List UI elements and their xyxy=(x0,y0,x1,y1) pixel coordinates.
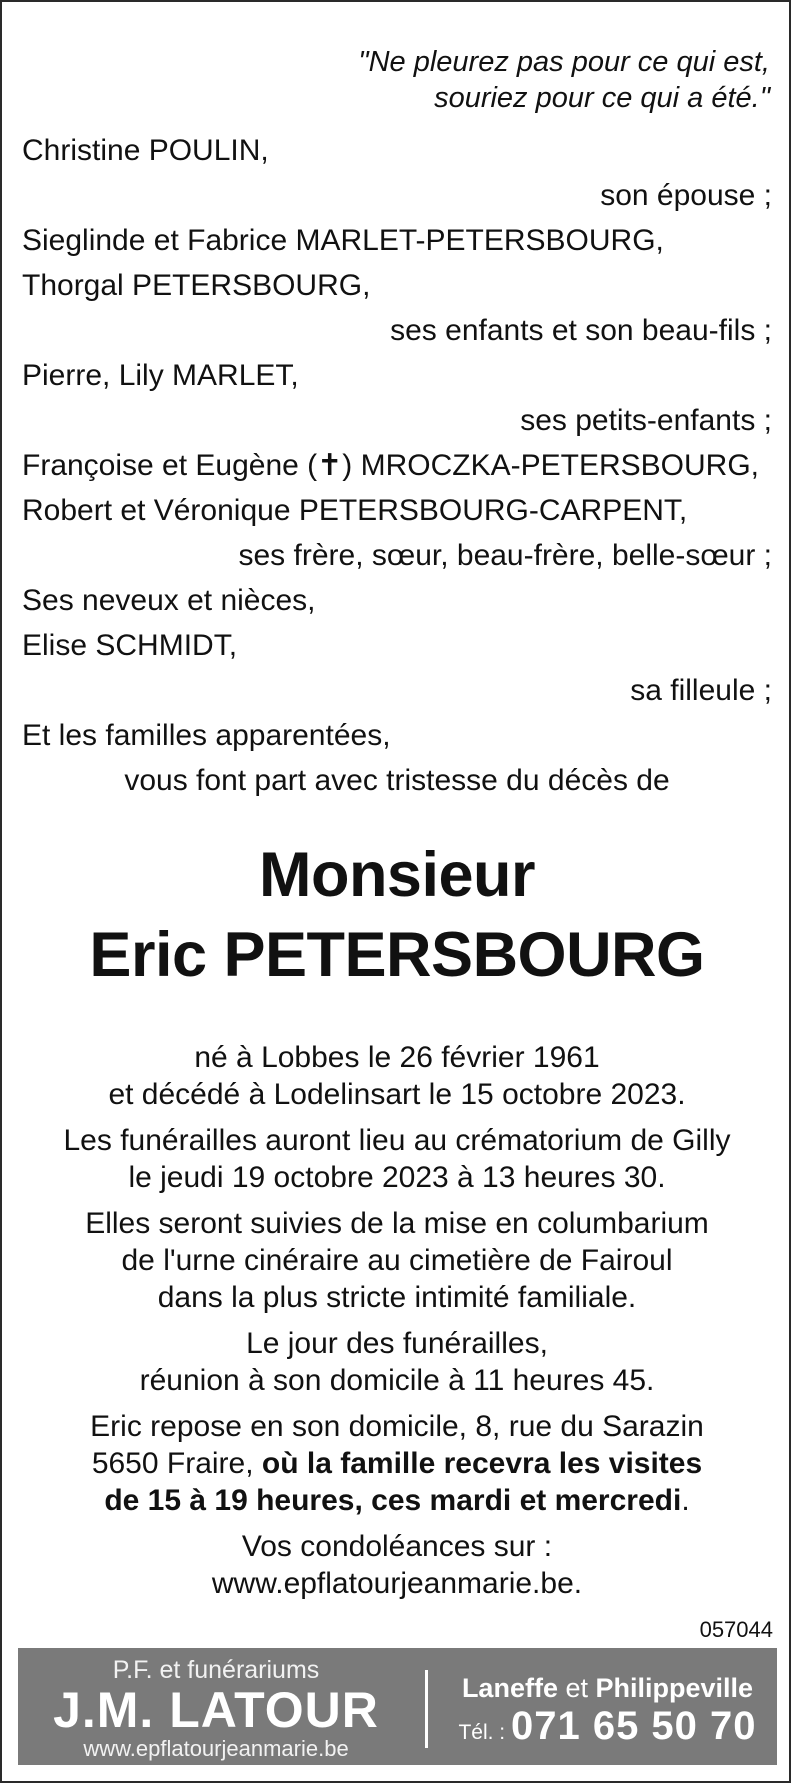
location-and: et xyxy=(557,1673,596,1703)
rest-line-2b: où la famille recevra les visites xyxy=(261,1447,703,1480)
funeral-paragraph xyxy=(22,1122,772,1196)
funeral-home-brand-block xyxy=(18,1648,414,1765)
columbarium-line-3: dans la plus stricte intimité familiale. xyxy=(157,1281,637,1314)
locations xyxy=(438,1648,777,1704)
family-line: Pierre, Lily MARLET, xyxy=(22,359,299,392)
funeral-home-contact-block xyxy=(438,1648,777,1765)
condolences-paragraph xyxy=(22,1528,772,1602)
footer-divider xyxy=(425,1670,428,1748)
family-line: ses petits-enfants ; xyxy=(520,404,772,437)
deceased-title: Monsieur xyxy=(258,840,536,910)
family-line: Elise SCHMIDT, xyxy=(22,629,238,662)
quote-line-2: souriez pour ce qui a été." xyxy=(434,82,770,114)
rest-line-1: Eric repose en son domicile, 8, rue du Sarazin xyxy=(90,1410,704,1443)
location-2: Philippeville xyxy=(595,1673,754,1703)
deceased-name: Eric PETERSBOURG xyxy=(89,920,705,990)
visitation-paragraph xyxy=(22,1408,772,1519)
family-line: Et les familles apparentées, xyxy=(22,719,391,752)
phone-number[interactable]: 071 65 50 70 xyxy=(510,1704,757,1748)
family-line: Thorgal PETERSBOURG, xyxy=(22,269,371,302)
funeral-home-banner xyxy=(18,1648,777,1765)
funeral-line-2: le jeudi 19 octobre 2023 à 13 heures 30. xyxy=(128,1161,666,1194)
meeting-line-1: Le jour des funérailles, xyxy=(246,1327,548,1360)
notice-details xyxy=(22,1039,772,1602)
location-1: Laneffe xyxy=(461,1673,558,1703)
columbarium-line-1: Elles seront suivies de la mise en columbarium xyxy=(85,1207,709,1240)
columbarium-line-2: de l'urne cinéraire au cimetière de Fairoul xyxy=(121,1244,673,1277)
family-line: sa filleule ; xyxy=(630,674,772,707)
phone-row xyxy=(438,1704,777,1749)
funeral-home-website[interactable]: www.epflatourjeanmarie.be xyxy=(83,1736,349,1761)
announcement: vous font part avec tristesse du décès de xyxy=(124,764,670,797)
condolences-link[interactable]: www.epflatourjeanmarie.be. xyxy=(211,1567,583,1600)
rest-line-3a: de 15 à 19 heures, ces mardi et mercredi xyxy=(104,1484,682,1517)
reference-number: 057044 xyxy=(699,1617,773,1642)
condolences-line-1: Vos condoléances sur : xyxy=(241,1530,553,1563)
family-list xyxy=(22,128,772,758)
birth-line: né à Lobbes le 26 février 1961 xyxy=(194,1041,600,1074)
dates-paragraph xyxy=(22,1039,772,1113)
family-line: Christine POULIN, xyxy=(22,134,269,167)
family-line: ses enfants et son beau-fils ; xyxy=(390,314,772,347)
meeting-paragraph xyxy=(22,1325,772,1399)
notice-content xyxy=(22,44,772,1611)
quote-line-1: "Ne pleurez pas pour ce qui est, xyxy=(358,46,770,78)
family-line: Françoise et Eugène (✝) MROCZKA-PETERSBOURG, xyxy=(22,449,759,482)
family-line: Robert et Véronique PETERSBOURG-CARPENT, xyxy=(22,494,688,527)
phone-label: Tél. : xyxy=(458,1721,511,1744)
funeral-home-subtitle: P.F. et funérariums xyxy=(112,1656,320,1684)
meeting-line-2: réunion à son domicile à 11 heures 45. xyxy=(139,1364,655,1397)
death-line: et décédé à Lodelinsart le 15 octobre 2023. xyxy=(108,1078,686,1111)
rest-line-2a: 5650 Fraire, xyxy=(91,1447,262,1480)
funeral-home-logo-text: J.M. LATOUR xyxy=(53,1682,379,1738)
rest-line-3b: . xyxy=(681,1484,690,1517)
deceased-name-block xyxy=(22,835,772,995)
family-line: son épouse ; xyxy=(600,179,772,212)
columbarium-paragraph xyxy=(22,1205,772,1316)
family-line: Sieglinde et Fabrice MARLET-PETERSBOURG, xyxy=(22,224,664,257)
family-line: ses frère, sœur, beau-frère, belle-sœur ; xyxy=(238,539,772,572)
epigraph-quote xyxy=(22,44,772,116)
funeral-line-1: Les funérailles auront lieu au crématorium de Gilly xyxy=(63,1124,731,1157)
family-line: Ses neveux et nièces, xyxy=(22,584,316,617)
